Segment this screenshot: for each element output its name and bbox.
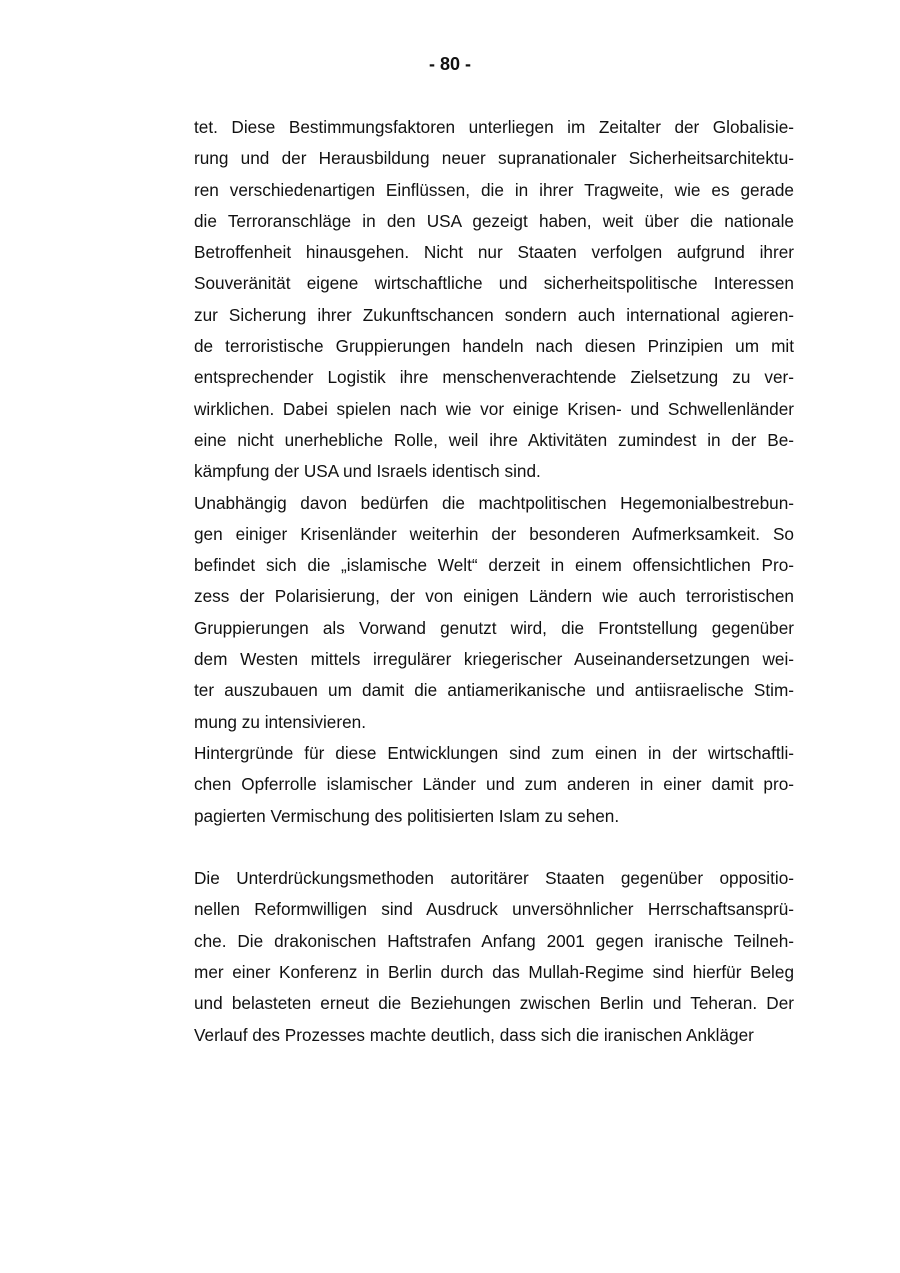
text-line: mung zu intensivieren.: [194, 711, 366, 732]
page-number: - 80 -: [428, 54, 471, 74]
paragraph-1: [194, 112, 794, 488]
text-line: kämpfung der USA und Israels identisch sind.: [194, 461, 541, 482]
text-line: chen Opferrolle islamischer Länder und zum anderen in einer damit pro-: [194, 774, 794, 795]
text-line: nellen Reformwilligen sind Ausdruck unversöhnlicher Herrschaftsansprü-: [194, 899, 794, 920]
text-line: de terroristische Gruppierungen handeln nach diesen Prinzipien um mit: [194, 336, 794, 357]
text-line: Verlauf des Prozesses machte deutlich, dass sich die iranischen Ankläger: [194, 1024, 754, 1045]
text-line: entsprechender Logistik ihre menschenverachtende Zielsetzung zu ver-: [194, 367, 794, 388]
text-line: ter auszubauen um damit die antiamerikanische und antiisraelische Stim-: [194, 680, 794, 701]
text-line: eine nicht unerhebliche Rolle, weil ihre Aktivitäten zumindest in der Be-: [194, 429, 794, 450]
text-line: Betroffenheit hinausgehen. Nicht nur Staaten verfolgen aufgrund ihrer: [194, 242, 794, 263]
text-line: ren verschiedenartigen Einflüssen, die in ihrer Tragweite, wie es gerade: [194, 179, 794, 200]
text-body: [194, 112, 794, 1051]
text-line: Unabhängig davon bedürfen die machtpolitischen Hegemonialbestrebun-: [194, 492, 794, 513]
paragraph-2: [194, 488, 794, 738]
text-line: und belasteten erneut die Beziehungen zwischen Berlin und Teheran. Der: [194, 993, 794, 1014]
text-line: rung und der Herausbildung neuer supranationaler Sicherheitsarchitektu-: [194, 148, 794, 169]
paragraph-4: [194, 863, 794, 1051]
text-line: wirklichen. Dabei spielen nach wie vor einige Krisen- und Schwellenländer: [194, 398, 794, 419]
text-line: dem Westen mittels irregulärer kriegerischer Auseinandersetzungen wei-: [194, 649, 794, 670]
text-line: die Terroranschläge in den USA gezeigt haben, weit über die nationale: [194, 210, 794, 231]
text-line: Hintergründe für diese Entwicklungen sind zum einen in der wirtschaftli-: [194, 742, 794, 763]
text-line: tet. Diese Bestimmungsfaktoren unterliegen im Zeitalter der Globalisie-: [194, 117, 794, 137]
text-line: che. Die drakonischen Haftstrafen Anfang 2001 gegen iranische Teilneh-: [194, 930, 794, 951]
text-line: zess der Polarisierung, der von einigen Ländern wie auch terroristischen: [194, 586, 794, 607]
text-line: pagierten Vermischung des politisierten Islam zu sehen.: [194, 805, 620, 826]
text-line: mer einer Konferenz in Berlin durch das Mullah-Regime sind hierfür Beleg: [194, 962, 794, 983]
text-line: Souveränität eigene wirtschaftliche und sicherheitspolitische Interessen: [194, 273, 794, 294]
paragraph-3: [194, 738, 794, 832]
paragraph-gap: [194, 832, 794, 863]
text-line: Gruppierungen als Vorwand genutzt wird, die Frontstellung gegenüber: [194, 617, 794, 638]
text-line: befindet sich die „islamische Welt“ derzeit in einem offensichtlichen Pro-: [194, 555, 794, 576]
text-line: Die Unterdrückungsmethoden autoritärer Staaten gegenüber oppositio-: [194, 868, 794, 889]
text-line: zur Sicherung ihrer Zukunftschancen sondern auch international agieren-: [194, 304, 794, 325]
text-line: gen einiger Krisenländer weiterhin der besonderen Aufmerksamkeit. So: [194, 523, 794, 544]
